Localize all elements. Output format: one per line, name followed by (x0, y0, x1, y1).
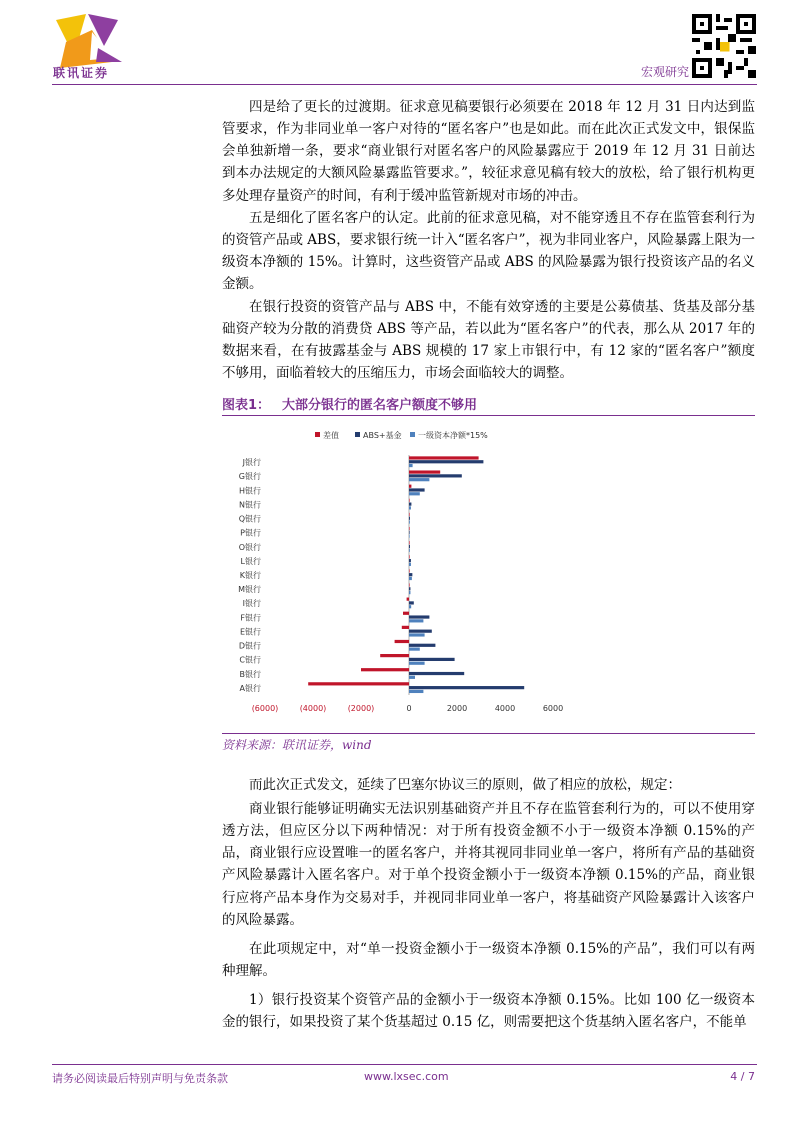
bar (409, 630, 432, 633)
bar (409, 615, 429, 618)
category-label: N银行 (239, 500, 261, 510)
bar (409, 478, 429, 481)
footer-rule (52, 1064, 757, 1065)
category-label: C银行 (239, 655, 261, 665)
footer-disclaimer-link[interactable]: 请务必阅读最后特别声明与免责条款 (52, 1072, 228, 1085)
bar (409, 619, 423, 622)
category-label: A银行 (239, 683, 261, 693)
category-label: G银行 (238, 472, 261, 482)
category-label: O银行 (238, 542, 261, 552)
paragraph-anonymous-client: 五是细化了匿名客户的认定。此前的征求意见稿，对不能穿透且不存在监管套利行为的资管产品或 ABS，要求银行统一计入“匿名客户”，视为非同业客户，风险暴露上限为一级资本净额的 15%。计算时，这些资管产品或 ABS 的风险暴露为银行投资该产品的名义金额。 (222, 209, 756, 293)
bar (409, 644, 435, 647)
bar (409, 464, 413, 467)
legend-swatch (410, 432, 415, 437)
category-label: Q银行 (238, 514, 261, 524)
paragraph-bank-investment: 在银行投资的资管产品与 ABS 中，不能有效穿透的主要是公募债基、货基及部分基础资产较为分散的消费贷 ABS 等产品，若以此为“匿名客户”的代表，那么从 2017 年的数据来看，在有披露基金与 ABS 规模的 17 家上市银行中，有 12 家的“匿名客户”额度不够用，面临着较大的压缩压力，市场会面临较大的调整。 (222, 298, 755, 382)
bar (409, 485, 411, 488)
x-tick-label: (2000) (347, 704, 375, 713)
logo-text: 联讯证券 (53, 66, 110, 80)
bar (409, 633, 425, 636)
bar (409, 686, 524, 689)
bar (409, 541, 410, 544)
bar (409, 583, 410, 586)
qr-code-icon (692, 14, 756, 78)
header-rule (52, 84, 757, 85)
bar (409, 559, 411, 562)
bar (409, 662, 425, 665)
category-label: H银行 (238, 486, 261, 496)
paragraph-two-interpretations: 在此项规定中，对“单一投资金额小于一级资本净额 0.15%的产品”，我们可以有两种理解。 (222, 940, 755, 979)
bar (407, 598, 409, 601)
x-tick-label: 4000 (494, 704, 516, 713)
legend-label: 差值 (323, 431, 339, 440)
legend-swatch (355, 432, 360, 437)
bar (409, 605, 411, 608)
bar (409, 499, 410, 502)
x-tick-label: 6000 (542, 704, 564, 713)
bar (409, 527, 410, 530)
category-label: M银行 (238, 585, 261, 595)
bar (409, 647, 420, 650)
bar (409, 520, 410, 523)
bar (409, 503, 411, 506)
chart-source: 资料来源：联讯证券，wind (222, 733, 755, 753)
bar (409, 563, 411, 566)
bar (409, 470, 440, 473)
bar (380, 654, 409, 657)
bar (361, 668, 409, 671)
bar (409, 591, 410, 594)
bar (409, 460, 483, 463)
chart-label: 图表1： (222, 398, 271, 413)
paragraph-basel-principle: 而此次正式发文，延续了巴塞尔协议三的原则，做了相应的放松，规定： (249, 776, 681, 793)
category-label: B银行 (239, 669, 261, 679)
x-tick-label: (4000) (299, 704, 327, 713)
bar (409, 672, 464, 675)
legend-swatch (315, 432, 320, 437)
page-number: 4 / 7 (730, 1070, 755, 1083)
paragraph-transition-period: 四是给了更长的过渡期。征求意见稿要银行必须要在 2018 年 12 月 31 日内达到监管要求，作为非同业单一客户对待的“匿名客户”也是如此。而在此次正式发文中，银保监会单独新增一条，要求“商业银行对匿名客户的风险暴露应于 2019 年 12 月 31 日前达到本办法规定的大额风险暴露监管要求。”，较征求意见稿有较大的放松，给了银行机构更多处理存量资产的时间，有利于缓冲监管新规对市场的冲击。 (222, 98, 755, 204)
bar (409, 658, 455, 661)
bar (409, 517, 410, 520)
bar (409, 492, 420, 495)
chart-title-text: 大部分银行的匿名客户额度不够用 (282, 398, 478, 413)
bar (409, 488, 425, 491)
bar (403, 612, 409, 615)
category-label: I银行 (242, 599, 261, 609)
bar-chart (222, 420, 755, 725)
category-label: E银行 (239, 627, 261, 637)
bar (409, 601, 414, 604)
bar (409, 555, 410, 558)
legend-label: 一级资本净额*15% (418, 431, 488, 440)
paragraph-regulation-detail: 商业银行能够证明确实无法识别基础资产并且不存在监管套利行为的，可以不使用穿透方法，但应区分以下两种情况：对于所有投资金额不小于一级资本净额 0.15%的产品，商业银行应设置唯一的匿名客户，并将其视同非同业单一客户，将所有产品的基础资产风险暴露计入匿名客户。对于单个投资金额小于一级资本净额 0.15%的产品，商业银行应将产品本身作为交易对手，并视同非同业单一客户，将基础资产风险暴露计入该客户的风险暴露。 (222, 800, 755, 928)
x-tick-label: 0 (406, 704, 412, 713)
category-label: F银行 (240, 613, 261, 623)
category-label: L银行 (240, 556, 261, 566)
bar (308, 682, 409, 685)
bar (409, 545, 410, 548)
category-label: P银行 (240, 528, 261, 538)
bar (409, 569, 410, 572)
category-label: D银行 (238, 641, 261, 651)
paragraph-interpretation-one: 1）银行投资某个资管产品的金额小于一级资本净额 0.15%。比如 100 亿一级资本金的银行，如果投资了某个货基超过 0.15 亿，则需要把这个货基纳入匿名客户，不能单 (222, 991, 755, 1030)
bar (409, 676, 415, 679)
category-label: J银行 (242, 458, 261, 468)
bar (409, 535, 410, 538)
bar (409, 690, 423, 693)
legend-label: ABS+基金 (363, 431, 402, 440)
bar (409, 456, 479, 459)
bar (409, 549, 410, 552)
chart-title (222, 394, 755, 416)
bar (409, 573, 412, 576)
bar (409, 587, 410, 590)
bar (409, 506, 411, 509)
bar (409, 577, 412, 580)
footer-website-link[interactable]: www.lxsec.com (364, 1070, 449, 1083)
header-section-label: 宏观研究 (640, 65, 689, 79)
bar (409, 474, 462, 477)
x-tick-label: (6000) (251, 704, 279, 713)
category-label: K银行 (239, 571, 261, 580)
bar (409, 531, 410, 534)
x-tick-label: 2000 (446, 704, 468, 713)
bar (395, 640, 409, 643)
bar (402, 626, 409, 629)
bar (409, 513, 410, 516)
